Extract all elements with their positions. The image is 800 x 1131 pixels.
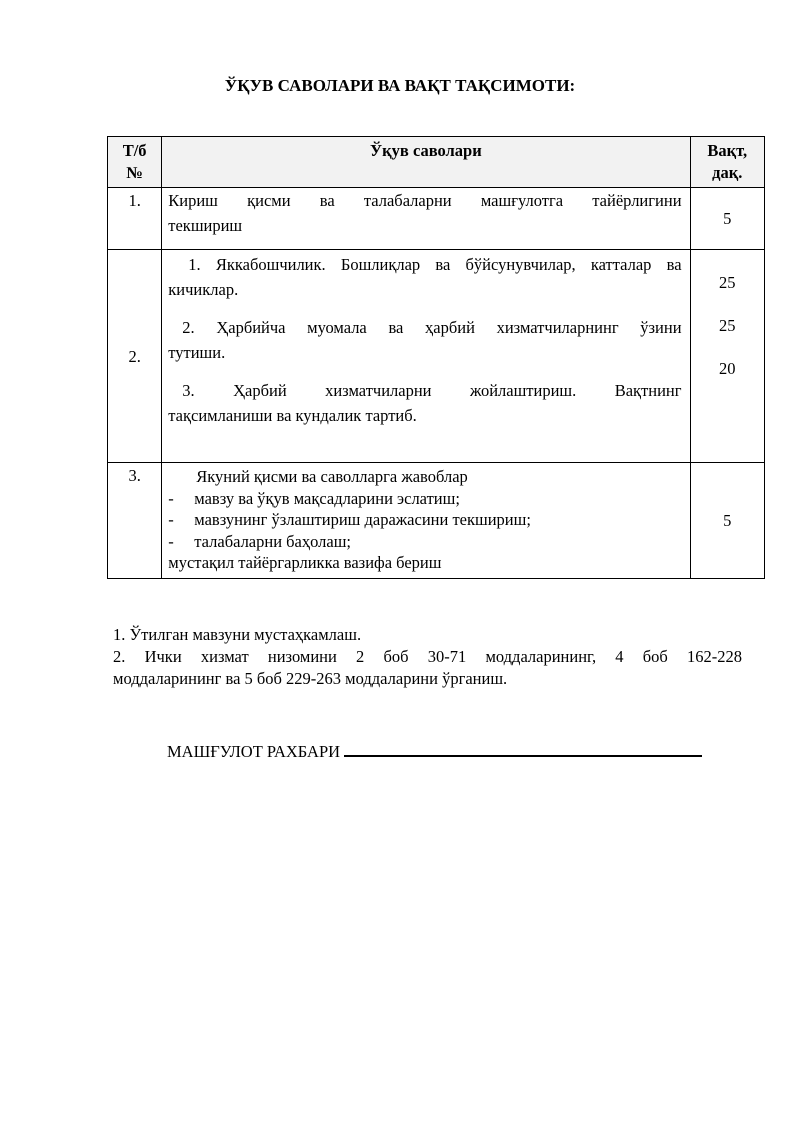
header-number-line2: № [126,163,143,182]
row-question-last-line: мустақил тайёргарликка вазифа бериш [168,553,442,572]
dash-item-text: мавзу ва ўқув мақсадларини эслатиш; [194,488,460,508]
question-item-line: тақсимланиши ва кундалик тартиб. [168,406,417,425]
homework-item-line: 2. Ички хизмат низомини 2 боб 30-71 моддаларининг, 4 боб 162-228 [113,647,742,666]
row-time-value: 20 [719,359,736,378]
header-time-line2: дақ. [712,163,743,182]
row-time-list [692,251,763,390]
row-time: 5 [690,188,764,250]
row-question-line: Кириш қисми ва талабаларни машғулотга тайёрлигини [168,191,682,210]
row-time [690,250,764,463]
question-item-line: кичиклар. [168,280,239,299]
row-number: 1. [108,188,162,250]
dash-item: - мавзу ва ўқув мақсадларини эслатиш; [168,488,460,508]
row-question-line: текшириш [168,216,243,235]
dash-item-text: мавзунинг ўзлаштириш даражасини текшириш; [194,510,531,529]
row-question [162,188,690,250]
row-time-value: 25 [719,316,736,335]
row-question-heading: Якуний қисми ва саволларга жавоблар [196,467,468,486]
homework-item: 1. Ўтилган мавзуни мустаҳкамлаш. [113,625,362,644]
signature-block [167,737,702,762]
header-questions: Ўқув саволари [162,137,690,188]
dash-item-text: талабаларни баҳолаш; [194,531,352,551]
table-row [108,250,765,463]
table-row [108,188,765,250]
question-item [168,378,681,428]
row-time: 5 [690,463,764,579]
question-item-line: 2. Ҳарбийча муомала ва ҳарбий хизматчиларнинг ўзини [182,318,682,337]
row-question [162,463,690,579]
homework-section [113,624,742,690]
row-number: 2. [108,250,162,463]
question-item-line: 3. Ҳарбий хизматчиларни жойлаштириш. Вақтнинг [182,381,682,400]
question-item [168,315,681,365]
row-number: 3. [108,463,162,579]
question-item [168,252,681,302]
question-item-line: 1. Яккабошчилик. Бошлиқлар ва бўйсунувчилар, катталар ва [188,255,682,274]
row-question [162,250,690,463]
header-number [108,137,162,188]
dash-item: - талабаларни баҳолаш; [168,531,352,551]
table-row [108,463,765,579]
signature-label: МАШҒУЛОТ РАХБАРИ [167,742,341,761]
question-item-line: тутиши. [168,343,226,362]
homework-item-line: моддаларининг ва 5 боб 229-263 моддаларини ўрганиш. [113,669,508,688]
header-time [690,137,764,188]
schedule-table [107,136,765,579]
page-title: ЎҚУВ САВОЛАРИ ВА ВАҚТ ТАҚСИМОТИ: [224,76,576,95]
header-number-line1: Т/б [122,141,147,160]
signature-line [344,737,702,757]
header-time-line1: Вақт, [707,141,748,160]
row-time-value: 25 [719,273,736,292]
dash-item: - мавзунинг ўзлаштириш даражасини текшириш; [168,510,531,529]
table-header-row [108,137,765,188]
